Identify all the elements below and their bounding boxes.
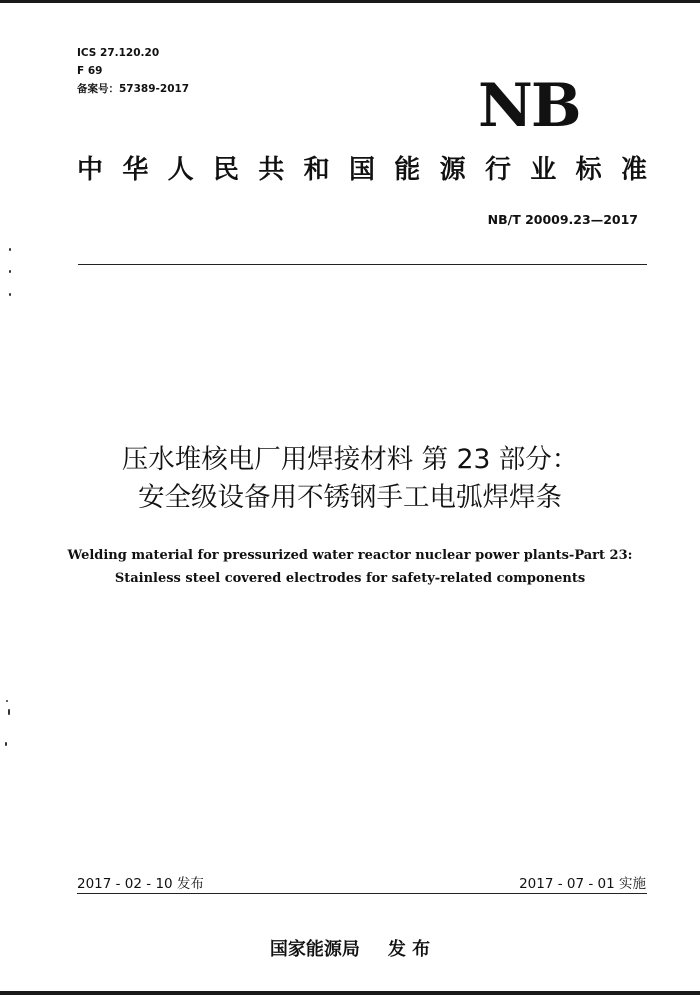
record-number: 备案号：57389-2017: [77, 83, 190, 95]
ccs-code: F 69: [77, 65, 103, 77]
implementation-date: 2017 - 07 - 01 实施: [519, 876, 646, 892]
scan-speck: [8, 709, 10, 715]
issuing-organization-title: [77, 150, 647, 190]
ics-code: ICS 27.120.20: [77, 47, 160, 59]
scan-speck: [5, 742, 7, 746]
date-divider: [77, 893, 647, 894]
org-title-char: 标: [575, 155, 602, 185]
bottom-scan-edge: [0, 991, 700, 995]
chinese-title-line-1: 压水堆核电厂用焊接材料 第 23 部分：: [121, 444, 579, 475]
scan-speck: [9, 270, 11, 273]
org-title-char: 和: [303, 155, 330, 185]
org-title-char: 能: [394, 155, 421, 185]
issuer-line: [0, 935, 700, 961]
header-divider: [78, 264, 647, 265]
english-title-line-2: Stainless steel covered electrodes for safety-related components: [114, 571, 586, 586]
scan-speck: [9, 248, 11, 251]
classification-block: [77, 44, 189, 98]
issue-word: 发 布: [387, 939, 431, 960]
org-title-char: 准: [620, 155, 647, 185]
issue-date: 2017 - 02 - 10 发布: [77, 876, 204, 892]
org-title-char: 民: [212, 155, 239, 185]
standard-number: NB/T 20009.23—2017: [487, 212, 638, 227]
org-title-char: 行: [484, 155, 511, 185]
scan-speck: [9, 293, 11, 296]
org-title-char: 人: [167, 155, 194, 185]
top-scan-edge: [0, 0, 700, 3]
issuer-name: 国家能源局: [269, 939, 360, 960]
org-title-char: 中: [77, 155, 104, 185]
english-title-line-1: Welding material for pressurized water reactor nuclear power plants-Part 23:: [67, 548, 633, 563]
scan-speck: [6, 700, 8, 702]
nb-logo: NB: [478, 71, 580, 141]
org-title-char: 共: [258, 155, 285, 185]
org-title-char: 源: [439, 155, 466, 185]
chinese-title-line-2: 安全级设备用不锈钢手工电弧焊焊条: [138, 482, 562, 513]
org-title-char: 业: [530, 155, 557, 185]
org-title-char: 华: [122, 155, 149, 185]
org-title-char: 国: [348, 155, 375, 185]
